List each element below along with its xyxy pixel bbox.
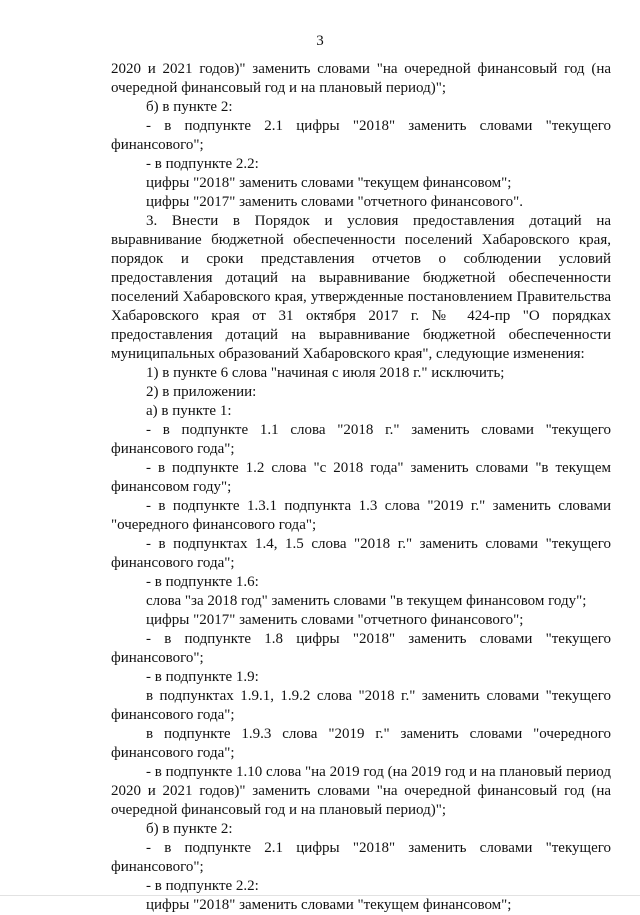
paragraph: - в подпункте 2.1 цифры "2018" заменить словами "текущего финансового"; — [111, 840, 611, 875]
paragraph: а) в пункте 1: — [146, 403, 232, 419]
paragraph: - в подпунктах 1.4, 1.5 слова "2018 г." заменить словами "текущего финансового года"; — [111, 536, 611, 571]
paragraph: - в подпункте 1.10 слова "на 2019 год (на 2019 год и на плановый период 2020 и 2021 годов)" заменить словами "на очередной финансовый год (на очередной финансовый год и на плановый период)"; — [111, 764, 611, 818]
paragraph: в подпункте 1.9.3 слова "2019 г." заменить словами "очередного финансового года"; — [111, 726, 611, 761]
page-number: 3 — [316, 33, 324, 49]
paragraph: цифры "2018" заменить словами "текущем финансовом"; — [146, 897, 512, 913]
paragraph: цифры "2017" заменить словами "отчетного финансового"; — [146, 612, 524, 628]
page-bottom-edge — [0, 895, 640, 896]
document-body — [111, 60, 611, 915]
paragraph: 2020 и 2021 годов)" заменить словами "на очередной финансовый год (на очередной финансовый год и на плановый период)"; — [111, 61, 611, 96]
paragraph: - в подпункте 2.1 цифры "2018" заменить словами "текущего финансового"; — [111, 118, 611, 153]
paragraph: цифры "2017" заменить словами "отчетного финансового". — [146, 194, 524, 210]
paragraph: - в подпункте 1.2 слова "с 2018 года" заменить словами "в текущем финансовом году"; — [111, 460, 611, 495]
paragraph: - в подпункте 2.2: — [146, 156, 259, 172]
paragraph: б) в пункте 2: — [146, 821, 233, 837]
paragraph: - в подпункте 2.2: — [146, 878, 259, 894]
paragraph: - в подпункте 1.8 цифры "2018" заменить словами "текущего финансового"; — [111, 631, 611, 666]
paragraph: - в подпункте 1.6: — [146, 574, 259, 590]
paragraph: 2) в приложении: — [146, 384, 257, 400]
paragraph: б) в пункте 2: — [146, 99, 233, 115]
paragraph: в подпунктах 1.9.1, 1.9.2 слова "2018 г." заменить словами "текущего финансового года"; — [111, 688, 611, 723]
paragraph: 3. Внести в Порядок и условия предоставления дотаций на выравнивание бюджетной обеспеченности поселений Хабаровского края, порядок и сроки представления отчетов о соблюдении условий предоставления дотаций на выравнивание бюджетной обеспеченности поселений Хабаровского края, утвержденные постановлением Правительства Хабаровского края от 31 октября 2017 г. № 424-пр "О порядках предоставления дотаций на выравнивание бюджетной обеспеченности муниципальных образований Хабаровского края", следующие изменения: — [111, 213, 611, 362]
paragraph: цифры "2018" заменить словами "текущем финансовом"; — [146, 175, 512, 191]
paragraph: - в подпункте 1.3.1 подпункта 1.3 слова "2019 г." заменить словами "очередного финансового года"; — [111, 498, 611, 533]
paragraph: - в подпункте 1.9: — [146, 669, 259, 685]
paragraph: 1) в пункте 6 слова "начиная с июля 2018 г." исключить; — [146, 365, 505, 381]
paragraph: слова "за 2018 год" заменить словами "в текущем финансовом году"; — [146, 593, 587, 609]
paragraph: - в подпункте 1.1 слова "2018 г." заменить словами "текущего финансового года"; — [111, 422, 611, 457]
